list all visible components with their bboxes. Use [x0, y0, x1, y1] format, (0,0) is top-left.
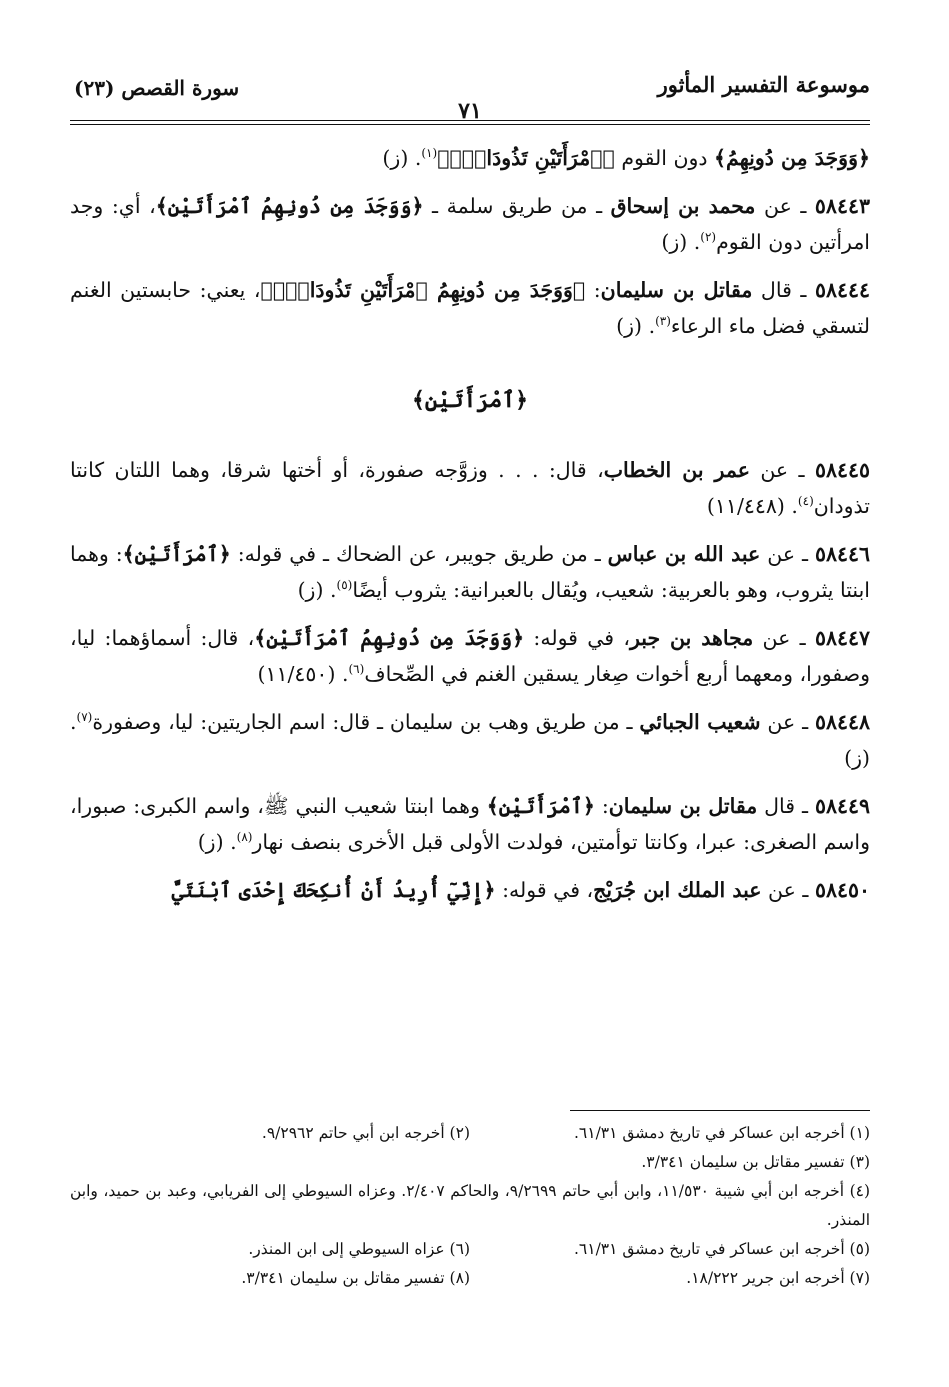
footnote-ref[interactable]: (٢)	[700, 230, 717, 245]
narrator-name: عبد الله بن عباس	[607, 542, 761, 566]
entry-text: ـ عن	[761, 878, 815, 902]
entry-58444	[70, 272, 870, 344]
footnote-ref[interactable]: (٦)	[348, 662, 365, 677]
entry-text: ـ من طريق جويبر، عن الضحاك ـ في قوله:	[230, 542, 608, 566]
narrator-name: شعيب الجبائي	[639, 710, 761, 734]
entry-text: ـ من طريق وهب بن سليمان ـ قال: اسم الجاريتين: ليا، وصفورة	[92, 710, 640, 734]
footnote-row	[70, 1264, 870, 1293]
narrator-name: عمر بن الخطاب	[603, 458, 750, 482]
footnote-row	[70, 1235, 870, 1264]
entry-source: . (١١/٤٤٨)	[706, 494, 798, 518]
footnote-2: (٢) أخرجه ابن أبي حاتم ٩/٢٩٦٢.	[261, 1124, 470, 1142]
entry-text: ـ عن	[749, 458, 815, 482]
footnote-3: (٣) تفسير مقاتل بن سليمان ٣/٣٤١.	[641, 1153, 870, 1171]
footnote-row	[70, 1148, 870, 1177]
entry-number: ٥٨٤٤٩	[814, 794, 870, 818]
entry-text: ، في قوله:	[524, 626, 630, 650]
entry-text: ـ من طريق سلمة ـ	[423, 194, 611, 218]
footnotes	[70, 1110, 870, 1293]
entry-text: ـ عن	[753, 626, 815, 650]
entry-source: . (١١/٤٥٠)	[257, 662, 349, 686]
entry-text: ـ عن	[760, 542, 815, 566]
narrator-name: مقاتل بن سليمان	[608, 794, 758, 818]
entry-text: ، قال: أسماؤهما: ليا، وصفورا، ومعهما أربع أخوات صِغار يسقين الغنم في الصِّحاف	[70, 626, 870, 686]
entry-text: :	[585, 278, 601, 302]
entry-text: : وهما ابنتا يثروب، وهو بالعربية: شعيب، ويُقال بالعبرانية: يثروب أيضًا	[70, 542, 870, 602]
entry-58450	[70, 872, 870, 908]
entry-text: :	[594, 794, 609, 818]
narrator-name: عبد الملك ابن جُرَيْج	[593, 878, 762, 902]
entry-source: . (ز)	[297, 578, 337, 602]
entry-text: ـ عن	[755, 194, 815, 218]
entry-text: دون القوم	[614, 146, 715, 170]
footnote-5: (٥) أخرجه ابن عساكر في تاريخ دمشق ٦١/٣١.	[573, 1240, 870, 1258]
entry-58443	[70, 188, 870, 260]
page-number: ٧١	[458, 98, 482, 124]
footnote-8: (٨) تفسير مقاتل بن سليمان ٣/٣٤١.	[241, 1269, 470, 1287]
entry-number: ٥٨٤٤٦	[814, 542, 870, 566]
quran-quote: ﴿وَوَجَدَ مِن دُونِهِمُ ٱمْرَأَتَيْنِ﴾	[155, 194, 424, 218]
quran-quote: ﴿ٱمْرَأَتَيْنِ تَذُودَانِۖ﴾	[437, 146, 615, 170]
entry-text: ، أي: وجد امرأتين دون القوم	[70, 194, 870, 254]
entry-text: وهما ابنتا شعيب النبي ﷺ، واسم الكبرى: صبورا، واسم الصغرى: عبرا، وكانتا توأمتين، فولدت الأولى قبل الأخرى بنصف نهار	[70, 794, 870, 854]
narrator-name: مقاتل بن سليمان	[600, 278, 753, 302]
quran-quote: ﴿ٱمْرَأَتَيْنِ﴾	[486, 794, 595, 818]
footnote-ref[interactable]: (١)	[421, 146, 438, 161]
entry-source: . (ز)	[616, 314, 656, 338]
narrator-name: محمد بن إسحاق	[610, 194, 756, 218]
footnote-ref[interactable]: (٤)	[797, 494, 814, 509]
footnote-6: (٦) عزاه السيوطي إلى ابن المنذر.	[248, 1240, 470, 1258]
entry-number: ٥٨٤٤٧	[814, 626, 870, 650]
entry-text: ، في قوله:	[495, 878, 594, 902]
footnote-ref[interactable]: (٥)	[336, 578, 353, 593]
entry-number: ٥٨٤٤٥	[814, 458, 870, 482]
footnote-row	[70, 1119, 870, 1148]
footnote-7: (٧) أخرجه ابن جرير ١٨/٢٢٢.	[686, 1269, 870, 1287]
footnote-1: (١) أخرجه ابن عساكر في تاريخ دمشق ٦١/٣١.	[573, 1124, 870, 1142]
narrator-name: مجاهد بن جبر	[630, 626, 754, 650]
section-heading: ﴿ٱمْرَأَتَيْنِ﴾	[411, 387, 528, 413]
entry-source: . (ز)	[70, 710, 870, 770]
header-rule-bottom	[70, 124, 870, 125]
footnote-ref[interactable]: (٧)	[76, 710, 93, 725]
surah-title: سورة القصص (٢٣)	[74, 76, 240, 100]
entry-number: ٥٨٤٥٠	[814, 878, 870, 902]
page-header	[70, 70, 870, 122]
quran-quote: ﴿وَوَجَدَ مِن دُونِهِمُ﴾	[714, 146, 870, 170]
quran-quote: ﴿إِنِّيٓ أُرِيدُ أَنْ أُنكِحَكَ إِحْدَى ٱبْنَتَيَّ	[171, 878, 496, 902]
entry-number: ٥٨٤٤٨	[814, 710, 871, 734]
entry-source: . (ز)	[382, 146, 422, 170]
quran-quote: ﴿ٱمْرَأَتَيْنِ﴾	[122, 542, 231, 566]
book-page	[70, 70, 870, 1330]
quran-quote: ﴿وَوَجَدَ مِن دُونِهِمُ ٱمْرَأَتَيْنِ﴾	[254, 626, 525, 650]
entry-number: ٥٨٤٤٤	[814, 278, 870, 302]
header-rule-top	[70, 120, 870, 121]
entry-text: ـ قال	[752, 278, 815, 302]
entry-58449	[70, 788, 870, 860]
entry-text: ، يعني: حابستين الغنم لتسقي فضل ماء الرعاء	[70, 278, 870, 338]
entry-text: ـ عن	[760, 710, 815, 734]
entry-58445	[70, 452, 870, 524]
book-title: موسوعة التفسير المأثور	[657, 72, 870, 97]
footnote-4: (٤) أخرجه ابن أبي شيبة ١١/٥٣٠، وابن أبي حاتم ٩/٢٦٩٩، والحاكم ٢/٤٠٧. وعزاه السيوطي إلى الفريابي، وعبد بن حميد، وابن المنذر.	[70, 1182, 871, 1229]
entry-continuation	[70, 140, 870, 176]
entry-58447	[70, 620, 870, 692]
entry-58448	[70, 704, 870, 776]
entry-source: . (ز)	[197, 830, 237, 854]
entry-number: ٥٨٤٤٣	[814, 194, 870, 218]
footnote-ref[interactable]: (٨)	[236, 830, 253, 845]
quran-quote: ﴿وَوَجَدَ مِن دُونِهِمُ ٱمْرَأَتَيْنِ تَذُودَانِۖ﴾	[260, 278, 586, 302]
entry-text: ـ قال	[757, 794, 815, 818]
main-text	[70, 140, 870, 920]
footnote-rule	[570, 1110, 870, 1111]
entry-58446	[70, 536, 870, 608]
entry-text: ، قال: . . . وزوَّجه صفورة، أو أختها شرقا، وهما اللتان كانتا تذودان	[70, 458, 870, 518]
entry-source: . (ز)	[661, 230, 701, 254]
footnote-ref[interactable]: (٣)	[655, 314, 671, 329]
